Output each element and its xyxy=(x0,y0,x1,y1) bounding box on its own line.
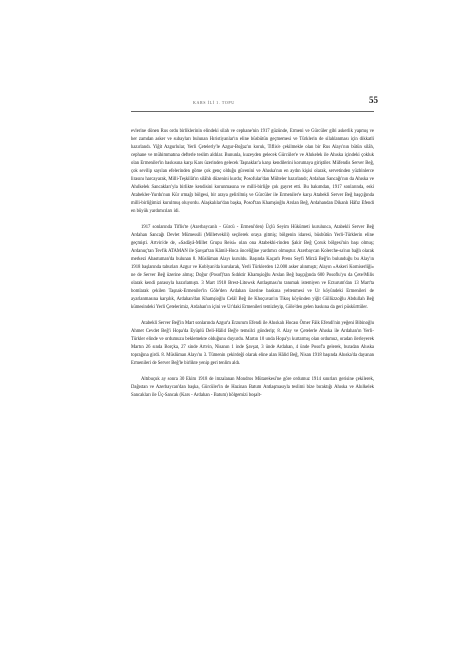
page-number: 55 xyxy=(369,95,378,105)
paragraph: Atabekli Server Beğ'in Mart sonlarında Azgur'a Erzurum Efendi ile Ahıskalı Hocası Ömer Fâik Efendi'nin yeğeni Bibinoğlu Ahmet Cevdet Beğ'i Hopa'da Eyüplü Deli-Hâlid Beğ'e temsilci gönderip; 8. Alay ve Çetelerle Ahıska ile Ardahan'ın Yerli-Türkler elinde ve ordumuzu beklemekte olduğunu duyurdu. Martın 10 unda Hopa'yı kurtarmış olan ordumuz, oradan ilerleyerek Martın 26 sında Borçka, 27 sinde Artvin, Nisanın 1 inde Şavşat, 3 ünde Ardahan, 4 ünde Posof'a gelerek, buradan Ahıska toprağına girdi. 8. Müslüman Alayı'nı 3. Tümenin çekirdeği olarak eline alan Hâlid Beğ, Nisan 1918 başında Ahıska'da dayanan Ermenileri de Server Beğ'le birlikte yenip geri tenlim aldı. xyxy=(131,321,374,366)
paragraph: Altıbuçuk ay sonra 30 Ekim 1918 de imzalanan Mondros Mütarekesi'ne göre ordumuz 1914 sınırları gerisine çekilerek, Dağıstan ve Azerbaycan'dan başka, Gürcüler'in de Hazinan Batum Antlaşmasıyla teslimi bize bıraktığı Ahıska ve Ahılkelek Sancakları ile Üç-Sancak (Kars - Ardahan - Batum) bölgemizi boşalt- xyxy=(131,377,374,398)
page-header xyxy=(131,95,378,112)
paragraph: 1917 sonlarında Tiflis'te (Azerbaycanlı - Gürcü - Ermeni'den) Üçlü Seyim Hükümeti kurulunca, Atabekli Server Beğ Ardahan Sancağı Devlet Mümessili (Milletvekili) seçilerek oraya gitmiş; bölgenin idaresi, büsbütün Yerli-Türklerin eline geçmişti. Artvin'de de, «Sadâyâ-Millet Grupu Reisi» olan ona Atabekhi-rinden Şakir Beğ Çoruk bölgesi'nin başı olmuş; Ardanuç'tan Tevfik ATAMAN ile Şavşat'tan Kâmil-Hoca önceliğine yardımcı olmuştur. Azerbaycan Kolerche-sa'nın bağlı olarak merkezi Abastuman'da bulunan 8. Müslüman Alayı kuruldu. Başında Kaçarlı Prens Seyfi Mirzâ Beğ'in bulunduğu bu Alay'ın 1918 başlarında taburları Azgur ve Koblyan'da kurularak, Yerli Türklerden 12.000 asker alınmıştı; Alayın «Askeri Komiserliği» ne de Server Beğ üzerine almış; Doğur (Posof)'tan Sıdıktir Khamşioğlu Arslan Beğ başçığında 600 Posoflu'yu da Çete/Milis olarak kendi parasıyla hazırlamıştı. 3 Mart 1918 Brest-Litowsk Antlaşması'nı tanımak istemiyen ve Erzurum'dan 13 Mart'ta bomlarak çekilen Taşnak-Ermeniler'in Göle'den Ardahan üzerine baskına yeltenmesi ve Ur köyündeki Ermenileri de ayarlanmasına karşılık, Ardahan'dan Khamşioğlu Celâl Beğ ile Khoçuvan'ın Tikoş köyünden yiğit Güllüzzoğlu Abdullah Beğ kümesindeki Yerli Çetelerimiz, Ardahan'ın içini ve Ur'daki Ermenileri temizleyip, Göle'den gelen baskına da geri püskürttüler. xyxy=(131,225,374,310)
running-head: KARS İLİ 1. TOPU xyxy=(193,100,235,105)
paragraph: evlerine dönen Rus ordu birliklerinin elindeki silah ve cephane'nin 1917 güzünde, Ermeni ve Gürcüler gibi askerlik yapmış ve her zamdan asker ve subayları bulunan Hıristiyanlar'ın eline büsbütün geçmemesi ve Türklerin de silahlanması için dikkatli hazırlandı. Yiğit Azgurlular, Yerli Çetelerly'le Azgur-Boğaz'ın koruk, Tiflis'e çekilmekle olan bir Rus Alayı'nın bütün silâh, cephane ve mühimmatına defterle teslim aldılar. Bununla, kuzeyden gelecek Gürcüler'e ve Ahıkelek ile Ahıska içindeki çokluk olan Ermeniler'in baskısına karşı Kars üzerinden gelecek Taşnaklar'a karşı kendilerini korumaya giriştiler. Müfendis Server Beğ, çok sevilip sayılan efelerinden göme çok genç olduğu güvenini ve Ahıska'nın en aydın kişisi olarak, servetinden yüzbinlerce lirasını harcayarak, Milli-Teşkilât'ın silâhlı düzenini kurdu; Posofular'dan Mülteler hazırlandı; Ardahan Sancağı'nın da Ahıska ve Ahılkelek Sancakları'yla birlikte kendisini korunmasına ve milli-birliğe çok gayret etti. Bu bakımdan, 1917 sonlarında, eski Atabekler-Yurdu'nun Kür ırmağı bölgesi, bir araya gelirilmiş ve Gürcüler ile Ermeniler'e karşı Atabekli Server Beğ başçığında milli-birliğimizi kurulmuş oluyordu. Alaşkalılar'dan başka, Posof'tan Khamşioğlu Arslan Beğ, Ardahandan Dikanlı Hâfız Efendi en büyük yardımcıları idi. xyxy=(131,129,374,214)
document-body xyxy=(131,128,374,408)
